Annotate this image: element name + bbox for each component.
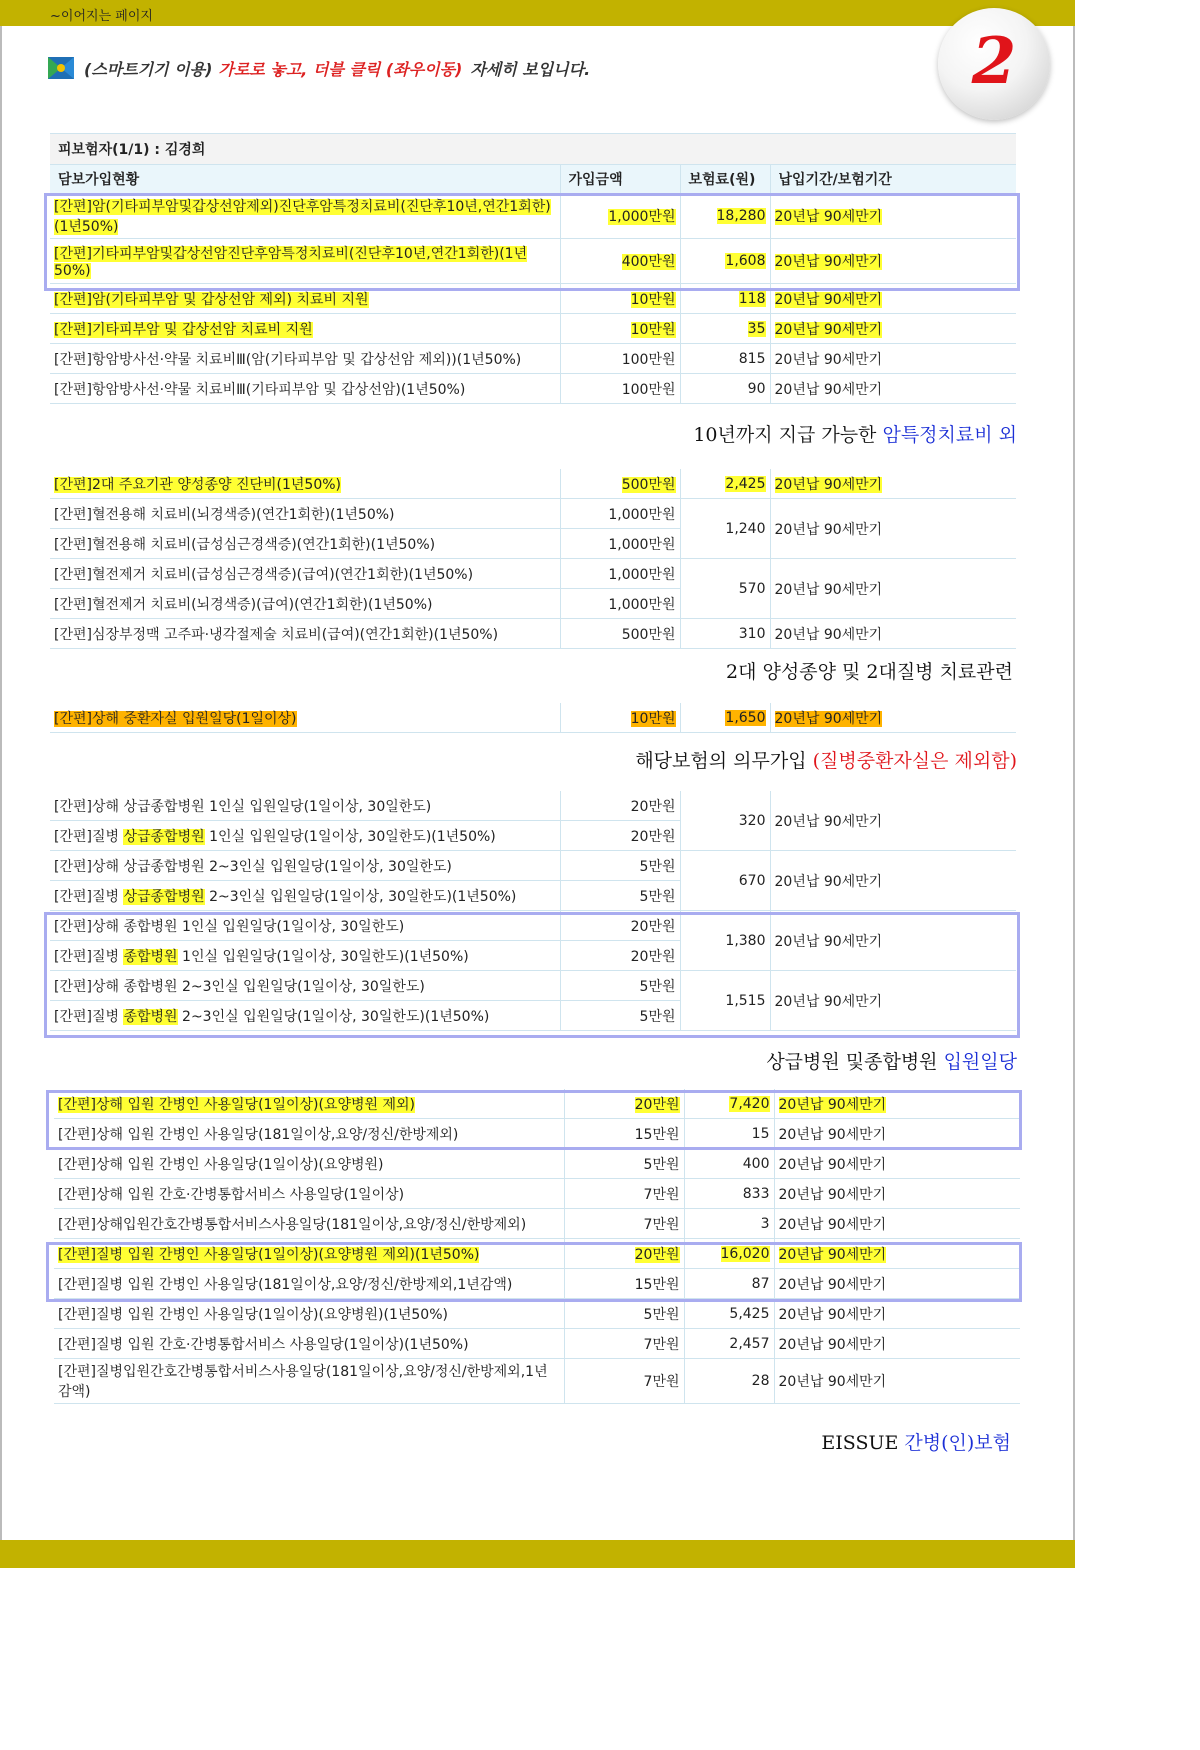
- table-row: [간편]질병 입원 간병인 사용일당(1일이상)(요양병원 제외)(1년50%) 20만원 16,020 20년납 90세만기: [54, 1239, 1020, 1269]
- table-row: [간편]항암방사선·약물 치료비Ⅲ(기타피부암 및 갑상선암)(1년50%) 100만원 90 20년납 90세만기: [50, 374, 1016, 404]
- table-row: [간편]상해입원간호간병통합서비스사용일당(181일이상,요양/정신/한방제외) 7만원 3 20년납 90세만기: [54, 1209, 1020, 1239]
- col-period: 납입기간/보험기간: [770, 165, 1016, 194]
- table-row: [간편]상해 중환자실 입원일당(1일이상) 10만원 1,650 20년납 90세만기: [50, 703, 1016, 733]
- notice-part2: 가로로 놓고, 더블 클릭 (좌우이동): [218, 59, 463, 79]
- table-row: [간편]질병 입원 간병인 사용일당(181일이상,요양/정신/한방제외,1년감액) 15만원 87 20년납 90세만기: [54, 1269, 1020, 1299]
- table-row: [간편]상해 입원 간병인 사용일당(1일이상)(요양병원 제외) 20만원 7,420 20년납 90세만기: [54, 1089, 1020, 1119]
- highlight-box: [46, 1242, 1022, 1302]
- section4-caption: 상급병원 및종합병원 입원일당: [766, 1051, 1017, 1073]
- table-row: [간편]질병 입원 간호·간병통합서비스 사용일당(1일이상)(1년50%) 7만원 2,457 20년납 90세만기: [54, 1329, 1020, 1359]
- table-row: [간편]질병 상급종합병원 1인실 입원일당(1일이상, 30일한도)(1년50%) 20만원: [50, 821, 1016, 851]
- coverage-table-3: [50, 703, 1016, 733]
- highlight-box: [44, 193, 1020, 291]
- top-bar: [0, 0, 1075, 26]
- table-row: [간편]혈전제거 치료비(뇌경색증)(급여)(연간1회한)(1년50%) 1,000만원: [50, 589, 1016, 619]
- col-name: 담보가입현황: [50, 165, 560, 194]
- table-row: [간편]암(기타피부암 및 갑상선암 제외) 치료비 지원 10만원 118 20년납 90세만기: [50, 284, 1016, 314]
- section5-caption: EISSUE 간병(인)보험: [821, 1432, 1011, 1454]
- bottom-bar: [0, 1540, 1075, 1568]
- insured-label: 피보험자(1/1) : 김경희: [50, 134, 1016, 165]
- continued-label: ~이어지는 페이지: [50, 9, 153, 24]
- table-row: [간편]2대 주요기관 양성종양 진단비(1년50%) 500만원 2,425 20년납 90세만기: [50, 469, 1016, 499]
- highlight-box: [44, 912, 1020, 1038]
- table-row: [간편]항암방사선·약물 치료비Ⅲ(암(기타피부암 및 갑상선암 제외))(1년50%) 100만원 815 20년납 90세만기: [50, 344, 1016, 374]
- coverage-table-2: [50, 469, 1016, 649]
- page-number-badge: [938, 8, 1050, 120]
- table-row: [간편]혈전제거 치료비(급성심근경색증)(급여)(연간1회한)(1년50%) 1,000만원 570 20년납 90세만기: [50, 559, 1016, 589]
- section2-caption: 2대 양성종양 및 2대질병 치료관련: [726, 661, 1013, 683]
- table-row: [간편]기타피부암및갑상선암진단후암특정치료비(진단후10년,연간1회한)(1년50%) 400만원 1,608 20년납 90세만기: [50, 239, 1016, 284]
- highlight-box: [46, 1090, 1022, 1150]
- col-premium: 보험료(원): [680, 165, 770, 194]
- table-row: [간편]상해 상급종합병원 2~3인실 입원일당(1일이상, 30일한도) 5만원 670 20년납 90세만기: [50, 851, 1016, 881]
- table-row: [간편]혈전용해 치료비(급성심근경색증)(연간1회한)(1년50%) 1,000만원: [50, 529, 1016, 559]
- table-row: [간편]혈전용해 치료비(뇌경색증)(연간1회한)(1년50%) 1,000만원 1,240 20년납 90세만기: [50, 499, 1016, 529]
- table-row: [간편]상해 입원 간호·간병통합서비스 사용일당(1일이상) 7만원 833 20년납 90세만기: [54, 1179, 1020, 1209]
- table-row: [간편]상해 종합병원 1인실 입원일당(1일이상, 30일한도) 20만원 1,380 20년납 90세만기: [50, 911, 1016, 941]
- section1-caption: 10년까지 지급 가능한 암특정치료비 외: [693, 424, 1017, 446]
- smart-device-icon: [48, 57, 74, 79]
- table-row: [간편]기타피부암 및 갑상선암 치료비 지원 10만원 35 20년납 90세만기: [50, 314, 1016, 344]
- table-row: [간편]암(기타피부암및갑상선암제외)진단후암특정치료비(진단후10년,연간1회한)(1년50%) 1,000만원 18,280 20년납 90세만기: [50, 194, 1016, 239]
- table-row: [간편]질병 입원 간병인 사용일당(1일이상)(요양병원)(1년50%) 5만원 5,425 20년납 90세만기: [54, 1299, 1020, 1329]
- frame-right: [1073, 26, 1075, 1540]
- table-row: [간편]질병 종합병원 2~3인실 입원일당(1일이상, 30일한도)(1년50%) 5만원: [50, 1001, 1016, 1031]
- table-row: [간편]질병입원간호간병통합서비스사용일당(181일이상,요양/정신/한방제외,1년감액) 7만원 28 20년납 90세만기: [54, 1359, 1020, 1404]
- page-number: 2: [971, 24, 1017, 99]
- table-row: [간편]심장부정맥 고주파·냉각절제술 치료비(급여)(연간1회한)(1년50%) 500만원 310 20년납 90세만기: [50, 619, 1016, 649]
- notice-part1: (스마트기기 이용): [84, 59, 213, 79]
- table-row: [간편]상해 종합병원 2~3인실 입원일당(1일이상, 30일한도) 5만원 1,515 20년납 90세만기: [50, 971, 1016, 1001]
- table-row: [간편]질병 상급종합병원 2~3인실 입원일당(1일이상, 30일한도)(1년50%) 5만원: [50, 881, 1016, 911]
- section3-caption: 해당보험의 의무가입 (질병중환자실은 제외함): [635, 750, 1017, 772]
- table-row: [간편]상해 입원 간병인 사용일당(181일이상,요양/정신/한방제외) 15만원 15 20년납 90세만기: [54, 1119, 1020, 1149]
- notice-part3: 자세히 보입니다.: [470, 59, 591, 79]
- col-amount: 가입금액: [560, 165, 680, 194]
- frame-left: [0, 26, 2, 1540]
- table-row: [간편]상해 상급종합병원 1인실 입원일당(1일이상, 30일한도) 20만원 320 20년납 90세만기: [50, 791, 1016, 821]
- table-row: [간편]질병 종합병원 1인실 입원일당(1일이상, 30일한도)(1년50%) 20만원: [50, 941, 1016, 971]
- table-row: [간편]상해 입원 간병인 사용일당(1일이상)(요양병원) 5만원 400 20년납 90세만기: [54, 1149, 1020, 1179]
- notice: [48, 56, 590, 80]
